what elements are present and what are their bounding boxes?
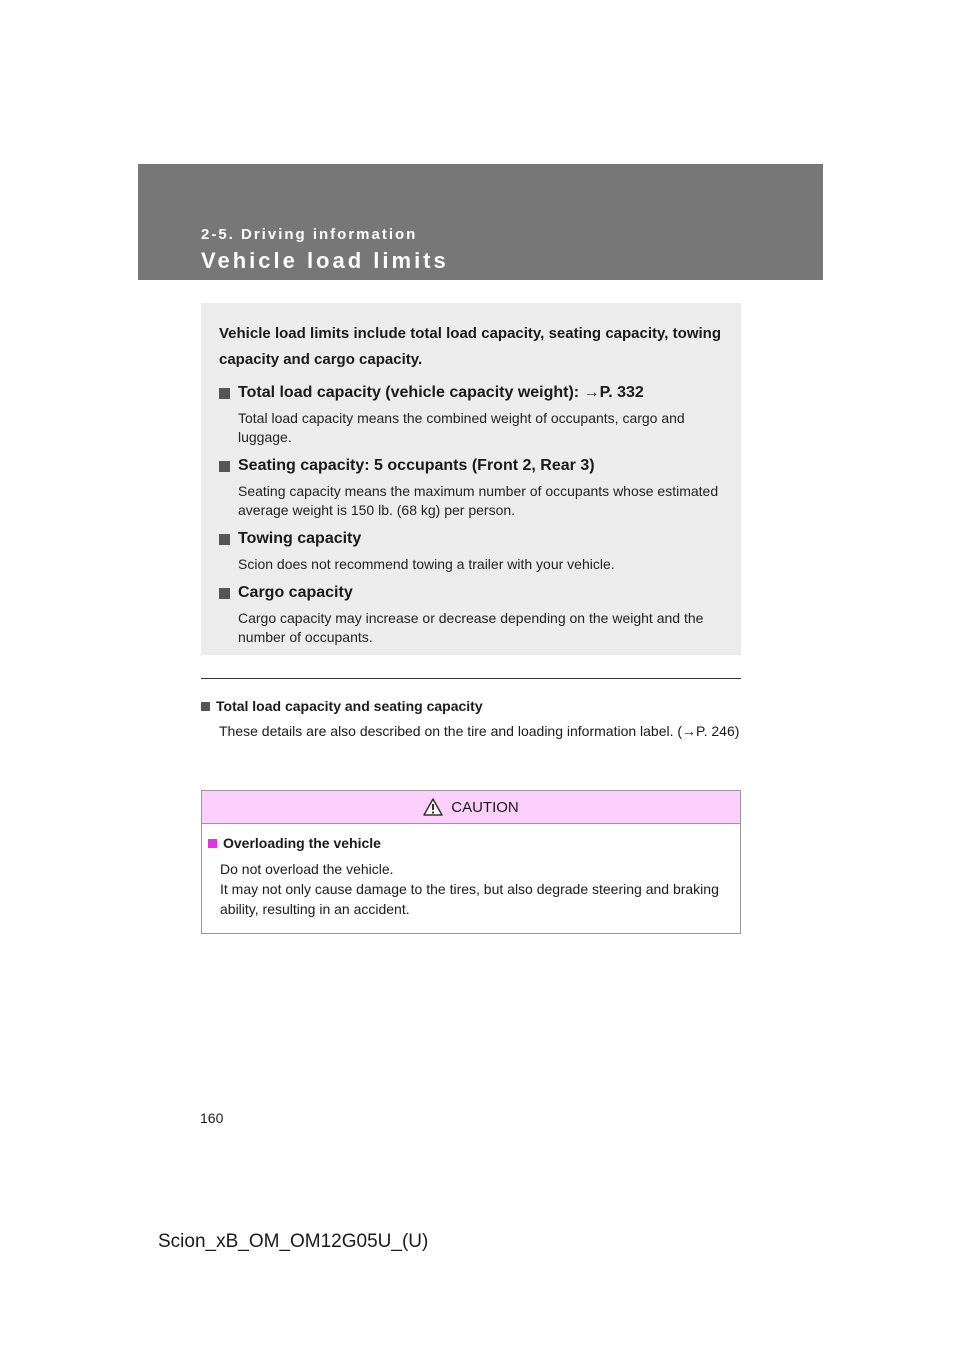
item-title: Total load capacity (vehicle capacity weight): →P. 332 [238,384,644,401]
caution-label: CAUTION [451,798,519,816]
item-cargo [219,582,721,647]
item-body: Seating capacity means the maximum number of occupants whose estimated average weight is 150 lb. (68 kg) per person. [238,483,719,518]
caution-line: It may not only cause damage to the tires, but also degrade steering and braking ability, resulting in an accident. [220,881,719,917]
square-bullet-icon [208,839,217,848]
item-towing [219,528,721,574]
section-label: 2-5. Driving information [201,226,418,243]
square-bullet-icon [219,534,230,545]
note-section [201,697,741,741]
caution-header [202,791,740,824]
divider [201,678,741,679]
note-body: These details are also described on the tire and loading information label. (→P. 246) [219,723,740,739]
square-bullet-icon [219,461,230,472]
caution-title: Overloading the vehicle [223,835,381,851]
item-title: Towing capacity [238,530,362,547]
caution-line: Do not overload the vehicle. [220,861,394,877]
item-title: Seating capacity: 5 occupants (Front 2, Rear 3) [238,457,595,474]
page-number: 160 [200,1110,224,1126]
caution-content [202,824,740,919]
footer-doc-id: Scion_xB_OM_OM12G05U_(U) [158,1231,429,1252]
warning-triangle-icon [423,798,443,816]
item-body: Total load capacity means the combined weight of occupants, cargo and luggage. [238,410,685,445]
item-body: Cargo capacity may increase or decrease depending on the weight and the number of occupants. [238,610,704,645]
square-bullet-icon [219,388,230,399]
page-title: Vehicle load limits [201,248,449,273]
item-title: Cargo capacity [238,584,353,601]
item-seating [219,455,721,520]
square-bullet-icon [219,588,230,599]
item-total-load [219,382,721,447]
item-body: Scion does not recommend towing a trailer with your vehicle. [238,556,615,572]
note-title: Total load capacity and seating capacity [216,698,483,714]
square-bullet-icon [201,702,210,711]
caution-box [201,790,741,934]
summary-box [201,303,741,655]
intro-text: Vehicle load limits include total load capacity, seating capacity, towing capacity and cargo capacity. [219,325,721,368]
